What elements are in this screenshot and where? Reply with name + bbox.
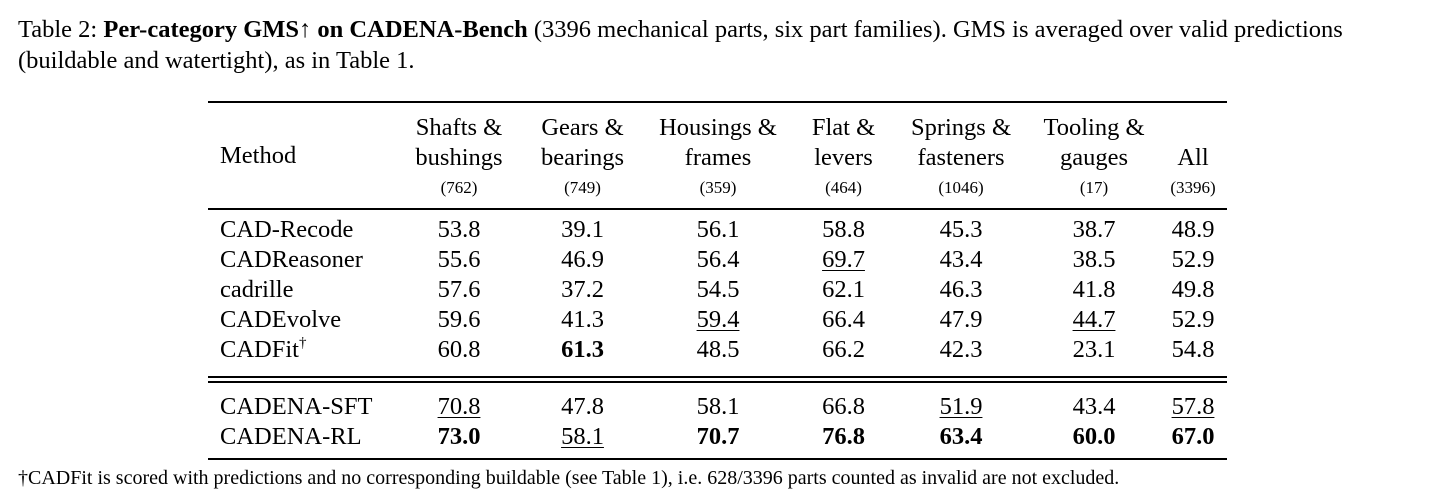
score-cell: 48.5: [696, 336, 740, 363]
method-header: Method: [220, 142, 297, 169]
score-cell: 58.1: [561, 423, 604, 450]
score-cell: 41.8: [1072, 276, 1116, 303]
score-cell: 59.6: [437, 306, 481, 333]
score-cell: 43.4: [939, 246, 983, 273]
baseline-rows: [208, 215, 1227, 365]
score-cell: 58.8: [822, 216, 865, 243]
column-header: Tooling & gauges (17): [1029, 113, 1159, 203]
method-name: CADFit†: [220, 335, 307, 363]
method-footnote-marker: †: [298, 335, 307, 351]
score-cell: 51.9: [939, 393, 983, 420]
score-cell: 62.1: [822, 276, 865, 303]
column-header: Gears & bearings (749): [523, 113, 642, 203]
table-row: [208, 335, 1227, 365]
top-rule: [208, 101, 1227, 103]
score-cell: 66.4: [822, 306, 865, 333]
score-cell: 70.8: [437, 393, 481, 420]
column-header: Housings & frames (359): [642, 113, 794, 203]
double-rule-top: [208, 376, 1227, 378]
score-cell: 56.1: [696, 216, 740, 243]
score-cell: 67.0: [1171, 423, 1215, 450]
score-cell: 73.0: [437, 423, 481, 450]
column-header: All (3396): [1159, 113, 1227, 203]
header-rule: [208, 208, 1227, 210]
score-cell: 69.7: [822, 246, 865, 273]
score-cell: 41.3: [561, 306, 604, 333]
score-cell: 37.2: [561, 276, 604, 303]
column-count: (17): [1079, 178, 1109, 197]
score-cell: 39.1: [561, 216, 604, 243]
column-header: Springs & fasteners (1046): [893, 113, 1029, 203]
caption-label: Table 2:: [18, 16, 104, 43]
caption-text: (3396 mechanical parts, six part families). GMS is averaged over valid predictions (buildable and watertight), as in Table 1.: [18, 16, 1343, 74]
method-name: CADENA-RL: [220, 423, 362, 450]
score-cell: 53.8: [437, 216, 481, 243]
score-cell: 38.7: [1072, 216, 1116, 243]
table-row: [208, 215, 1227, 245]
double-rule-bottom: [208, 381, 1227, 383]
score-cell: 66.8: [822, 393, 865, 420]
bottom-rule: [208, 458, 1227, 460]
score-cell: 52.9: [1171, 306, 1215, 333]
score-cell: 47.8: [561, 393, 604, 420]
score-cell: 76.8: [822, 423, 865, 450]
score-cell: 55.6: [437, 246, 481, 273]
column-count: (1046): [938, 178, 984, 197]
column-count: (749): [564, 178, 601, 197]
score-cell: 43.4: [1072, 393, 1116, 420]
score-cell: 60.8: [437, 336, 481, 363]
table-caption: [18, 14, 1428, 76]
score-cell: 70.7: [696, 423, 740, 450]
score-cell: 45.3: [939, 216, 983, 243]
column-count: (359): [699, 178, 737, 197]
caption-bold-title: Per-category GMS↑ on CADENA-Bench: [103, 16, 528, 43]
score-cell: 60.0: [1072, 423, 1116, 450]
score-cell: 49.8: [1171, 276, 1215, 303]
column-count: (464): [825, 178, 862, 197]
column-count: (762): [440, 178, 478, 197]
table-row: [208, 422, 1227, 452]
method-name: CADEvolve: [220, 306, 342, 333]
score-cell: 56.4: [696, 246, 740, 273]
table-row: [208, 275, 1227, 305]
score-cell: 42.3: [939, 336, 983, 363]
method-name: CADENA-SFT: [220, 393, 373, 420]
method-name: CAD-Recode: [220, 216, 354, 243]
table-header: [208, 113, 1227, 203]
score-cell: 54.5: [696, 276, 740, 303]
score-cell: 59.4: [696, 306, 740, 333]
method-name: cadrille: [220, 276, 294, 303]
column-header: Flat & levers (464): [794, 113, 893, 203]
score-cell: 57.6: [437, 276, 481, 303]
score-cell: 47.9: [939, 306, 983, 333]
score-cell: 63.4: [939, 423, 983, 450]
ours-rows: [208, 392, 1227, 452]
score-cell: 48.9: [1171, 216, 1215, 243]
score-cell: 46.3: [939, 276, 983, 303]
method-name: CADReasoner: [220, 246, 363, 273]
score-cell: 52.9: [1171, 246, 1215, 273]
score-cell: 23.1: [1072, 336, 1116, 363]
table-row: [208, 392, 1227, 422]
score-cell: 57.8: [1171, 393, 1215, 420]
table-row: [208, 305, 1227, 335]
score-cell: 44.7: [1072, 306, 1116, 333]
column-count: (3396): [1170, 178, 1216, 197]
score-cell: 38.5: [1072, 246, 1116, 273]
score-cell: 58.1: [696, 393, 740, 420]
column-header: Shafts & bushings (762): [395, 113, 523, 203]
score-cell: 46.9: [561, 246, 604, 273]
footnote: †CADFit is scored with predictions and no corresponding buildable (see Table 1), i.e. 628/3396 parts counted as invalid are not excluded.: [18, 467, 1120, 489]
table-row: [208, 245, 1227, 275]
score-cell: 61.3: [561, 336, 604, 363]
score-cell: 54.8: [1171, 336, 1215, 363]
score-cell: 66.2: [822, 336, 865, 363]
